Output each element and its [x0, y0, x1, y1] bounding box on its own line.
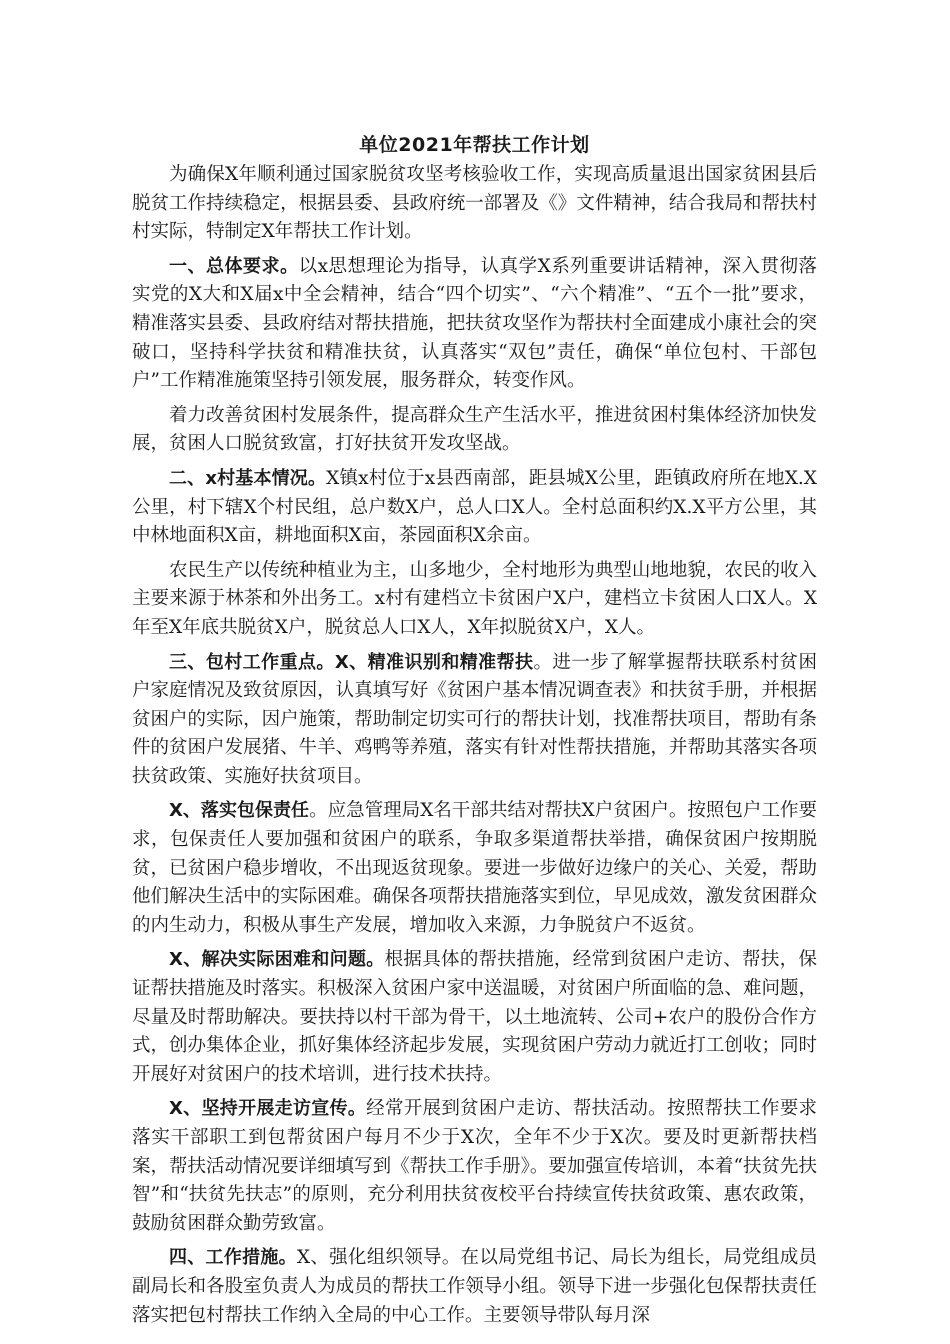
subsection-visits-publicity: [132, 1095, 817, 1238]
subsection-solve-problems: [132, 946, 817, 1089]
subsection-responsibility: [132, 797, 817, 940]
paragraph: [132, 557, 817, 643]
paragraph-text: 。进一步了解掌握帮扶联系村贫困户家庭情况及致贫原因，认真填写好《贫困户基本情况调查表》和扶贫手册，并根据贫困户的实际，因户施策，帮助制定切实可行的帮扶计划，找准帮扶项目，帮助有条件的贫困户发展猪、牛羊、鸡鸭等养殖，落实有针对性帮扶措施，并帮助其落实各项扶贫政策、实施好扶贫项目。: [132, 651, 817, 787]
section-overall-requirements: [132, 253, 817, 396]
paragraph-heading: 三、包村工作重点。X、精准识别和精准帮扶: [169, 651, 534, 673]
section-work-measures: [132, 1244, 817, 1330]
document-title: 单位2021年帮扶工作计划: [359, 134, 590, 156]
paragraph: [132, 402, 817, 459]
paragraph-heading: X、落实包保责任: [169, 800, 310, 822]
paragraph-heading: 一、总体要求。: [169, 255, 299, 277]
section-work-focus: [132, 649, 817, 792]
paragraph-text: 经常开展到贫困户走访、帮扶活动。按照帮扶工作要求落实干部职工到包帮贫困户每月不少于X次，全年不少于X次。要及时更新帮扶档案，帮扶活动情况要详细填写到《帮扶工作手册》。要加强宣传培训，本着“扶贫先扶智”和“扶贫先扶志”的原则，充分利用扶贫夜校平台持续宣传扶贫政策、惠农政策，鼓励贫困群众勤劳致富。: [132, 1098, 817, 1234]
paragraph-text: 以x思想理论为指导，认真学X系列重要讲话精神，深入贯彻落实党的X大和X届x中全会精神，结合“四个切实”、“六个精准”、“五个一批”要求，精准落实县委、县政府结对帮扶措施，把扶贫攻坚作为帮扶村全面建成小康社会的突破口，坚持科学扶贫和精准扶贫，认真落实“双包”责任，确保“单位包村、干部包户”工作精准施策坚持引领发展，服务群众，转变作风。: [132, 255, 818, 392]
section-village-basics: [132, 465, 817, 551]
paragraph-text: 。应急管理局X名干部共结对帮扶X户贫困户。按照包户工作要求，包保责任人要加强和贫困户的联系，争取多渠道帮扶举措，确保贫困户按期脱贫，已贫困户稳步增收，不出现返贫现象。要进一步做好边缘户的关心、关爱，帮助他们解决生活中的实际困难。确保各项帮扶措施落实到位，早见成效，激发贫困群众的内生动力，积极从事生产发展，增加收入来源，力争脱贫户不返贫。: [132, 800, 817, 936]
document-body: [132, 131, 817, 1330]
paragraph-text: 着力改善贫困村发展条件，提高群众生产生活水平，推进贫困村集体经济加快发展，贫困人口脱贫致富，打好扶贫开发攻坚战。: [132, 404, 817, 455]
paragraph-text: X、强化组织领导。在以局党组书记、局长为组长，局党组成员副局长和各股室负责人为成员的帮扶工作领导小组。领导下进一步强化包保帮扶责任落实把包村帮扶工作纳入全局的中心工作。主要领导带队每月深: [132, 1247, 817, 1326]
paragraph-heading: X、解决实际困难和问题。: [169, 949, 385, 971]
paragraph-text: 农民生产以传统种植业为主，山多地少，全村地形为典型山地地貌，农民的收入主要来源于林茶和外出务工。x村有建档立卡贫困户X户，建档立卡贫困人口X人。X年至X年底共脱贫X户，脱贫总人口X人，X年拟脱贫X户，X人。: [132, 559, 817, 638]
paragraph-text: 根据具体的帮扶措施，经常到贫困户走访、帮扶，保证帮扶措施及时落实。积极深入贫困户家中送温暖，对贫困户所面临的急、难问题，尽量及时帮助解决。要扶持以村干部为骨干，以土地流转、公司+农户的股份合作方式，创办集体企业，抓好集体经济起步发展，实现贫困户劳动力就近打工创收；同时开展好对贫困户的技术培训，进行技术扶持。: [132, 949, 817, 1085]
paragraph-heading: 四、工作措施。: [169, 1247, 297, 1269]
paragraph-text: 为确保X年顺利通过国家脱贫攻坚考核验收工作，实现高质量退出国家贫困县后脱贫工作持续稳定，根据县委、县政府统一部署及《》文件精神，结合我局和帮扶村村实际，特制定X年帮扶工作计划。: [132, 164, 817, 243]
intro-paragraph: [132, 161, 817, 247]
paragraph-heading: X、坚持开展走访宣传。: [169, 1098, 367, 1120]
paragraph-text: X镇x村位于x县西南部，距县城X公里，距镇政府所在地X.X公里，村下辖X个村民组，总户数X户，总人口X人。全村总面积约X.X平方公里，其中林地面积X亩，耕地面积X亩，茶园面积X余亩。: [132, 467, 817, 547]
paragraph-heading: 二、x村基本情况。: [169, 467, 327, 489]
